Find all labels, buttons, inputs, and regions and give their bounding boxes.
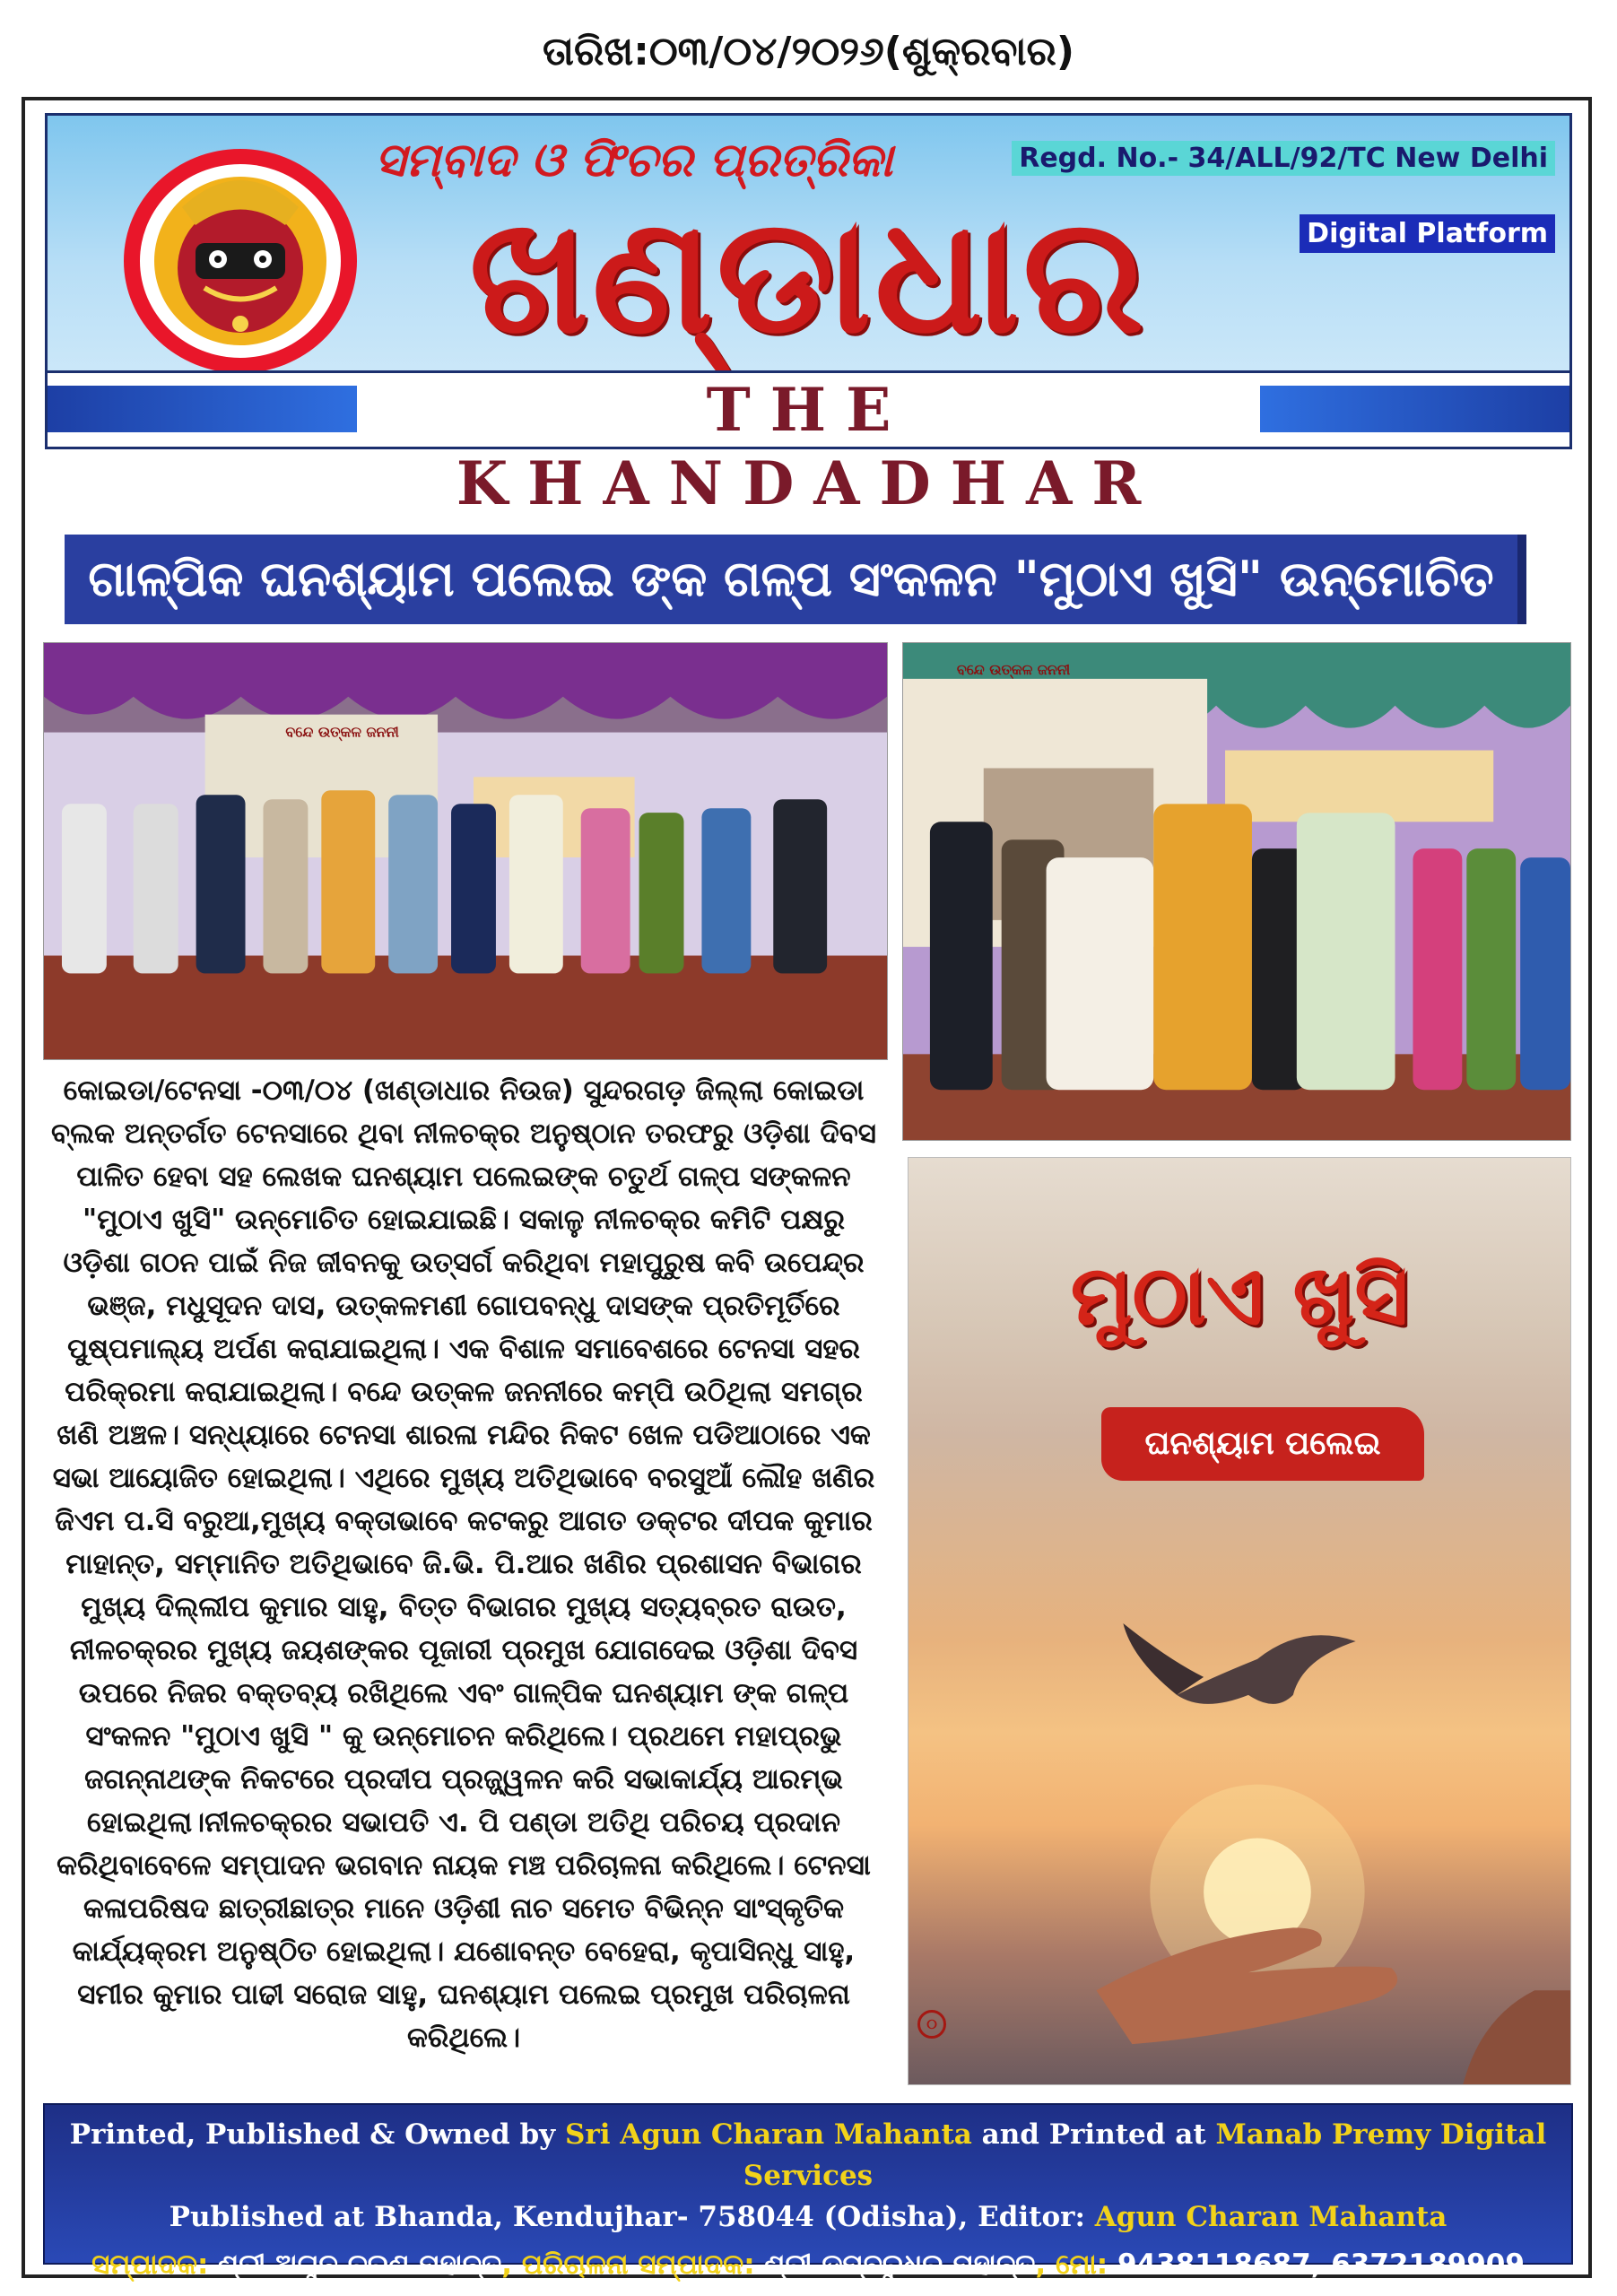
registration-number: Regd. No.- 34/ALL/92/TC New Delhi [1012,141,1555,176]
printer-name: Manab Premy Digital Services [743,2118,1547,2192]
editor-label: ସମ୍ପାଦକ: [91,2248,219,2281]
event-photo-book-release [902,642,1571,1141]
maa-tarini-emblem [119,144,361,378]
english-title-strip [48,370,1569,518]
masthead-title: ଖଣ୍ଡାଧାର [469,183,1148,369]
photo1-banner-text: ବନ୍ଦେ ଉତ୍କଳ ଜନନୀ [285,723,399,741]
english-title: THE KHANDADHAR [456,375,1161,518]
imprint-footer [43,2103,1573,2281]
editor-odia-name: ଶ୍ରୀ ଅଗୁନ ଚରଣ ମହାନ୍ତ [218,2248,502,2281]
imprint-text: Published at Bhanda, Kendujhar- 758044 (Odisha), Editor: [169,2201,1095,2233]
book-spine-number: ୦ [917,2010,946,2039]
imprint-line-2 [45,2196,1571,2238]
photo2-banner-text: ବନ୍ଦେ ଉତ୍କଳ ଜନନୀ [956,660,1071,678]
managing-editor-name: ଶ୍ରୀ ଡମ୍ବରୁଧର ମହାନ୍ତ [764,2248,1036,2281]
managing-editor-label: , ପରିଚାଳନା ସମ୍ପାଦକ: [501,2248,765,2281]
digital-platform-badge: Digital Platform [1300,214,1555,253]
book-cover [908,1157,1571,2085]
imprint-text: Printed, Published & Owned by [69,2118,565,2151]
editor-name: Agun Charan Mahanta [1094,2201,1447,2233]
phone-label: , ମୋ: [1035,2248,1117,2281]
masthead-tagline: ସମ୍ବାଦ ଓ ଫିଚର ପ୍ରତ୍ରିକା [375,134,893,187]
book-title: ମୁଠାଏ ଖୁସି [1070,1248,1409,1344]
masthead [45,113,1572,518]
imprint-line-1 [45,2114,1571,2196]
book-author: ଘନଶ୍ୟାମ ପଲେଇ [1101,1407,1424,1481]
headline: ଗାଳ୍ପିକ ଘନଶ୍ୟାମ ପଲେଇ ଙ୍କ ଗଳ୍ପ ସଂକଳନ "ମୁଠାଏ ଖୁସି" ଉନ୍ମୋଚିତ [65,535,1526,624]
phone-numbers: 9438118687, 6372189909 [1117,2248,1525,2281]
imprint-line-3 [45,2239,1571,2290]
event-photo-group [43,642,888,1060]
title-bar-right [1260,386,1569,432]
title-bar-left [48,386,357,432]
date-line: ତାରିଖ:୦୩/୦୪/୨୦୨୬(ଶୁକ୍ରବାର) [542,29,1074,74]
article-body: କୋଇଡା/ଟେନସା -୦୩/୦୪ (ଖଣ୍ଡାଧାର ନିଉଜ) ସୁନ୍ଦରଗଡ଼ ଜିଲ୍ଲା କୋଇଡା ବ୍ଲକ ଅନ୍ତର୍ଗତ ଟେନସାରେ ଥିବା ନୀଳଚକ୍ର ଅନୁଷ୍ଠାନ ତରଫରୁ ଓଡ଼ିଶା ଦିବସ ପାଳିତ ହେବା ସହ ଲେଖକ ଘନଶ୍ୟାମ ପଲେଇଙ୍କ ଚତୁର୍ଥ ଗଳ୍ପ ସଙ୍କଳନ "ମୁଠାଏ ଖୁସି" ଉନ୍ମୋଚିତ ହୋଇଯାଇଛି। ସକାଳୁ ନୀଳଚକ୍ର କମିଟି ପକ୍ଷରୁ ଓଡ଼ିଶା ଗଠନ ପାଇଁ ନିଜ ଜୀବନକୁ ଉତ୍ସର୍ଗ କରିଥିବା ମହାପୁରୁଷ କବି ଉପେନ୍ଦ୍ର ଭଞ୍ଜ, ମଧୁସୂଦନ ଦାସ, ଉତ୍କଳମଣୀ ଗୋପବନ୍ଧୁ ଦାସଙ୍କ ପ୍ରତିମୂର୍ତିରେ ପୁଷ୍ପମାଲ୍ୟ ଅର୍ପଣ କରାଯାଇଥିଲା। ଏକ ବିଶାଳ ସମାବେଶରେ ଟେନସା ସହର ପରିକ୍ରମା କରାଯାଇଥିଲା। ବନ୍ଦେ ଉତ୍କଳ ଜନନୀରେ କମ୍ପି ଉଠିଥିଲା ସମଗ୍ର ଖଣି ଅଞ୍ଚଳ। ସନ୍ଧ୍ୟାରେ ଟେନସା ଶାରଳା ମନ୍ଦିର ନିକଟ ଖେଳ ପଡିଆଠାରେ ଏକ ସଭା ଆୟୋଜିତ ହୋଇଥିଲା। ଏଥିରେ ମୁଖ୍ୟ ଅତିଥିଭାବେ ବରସୁଆଁ ଲୌହ ଖଣିର ଜିଏମ ପ.ସି ବରୁଆ,ମୁଖ୍ୟ ବକ୍ତାଭାବେ କଟକରୁ ଆଗତ ଡକ୍ଟର ଦୀପକ କୁମାର ମାହାନ୍ତ, ସମ୍ମାନିତ ଅତିଥିଭାବେ ଜି.ଭି. ପି.ଆର ଖଣିର ପ୍ରଶାସନ ବିଭାଗର ମୁଖ୍ୟ ଦିଲ୍ଲୀପ କୁମାର ସାହୁ, ବିତ୍ତ ବିଭାଗର ମୁଖ୍ୟ ସତ୍ୟବ୍ରତ ରାଉତ, ନୀଳଚକ୍ରର ମୁଖ୍ୟ ଜୟଶଙ୍କର ପୂଜାରୀ ପ୍ରମୁଖ ଯୋଗଦେଇ ଓଡ଼ିଶା ଦିବସ ଉପରେ ନିଜର ବକ୍ତବ୍ୟ ରଖିଥିଲେ ଏବଂ ଗାଳ୍ପିକ ଘନଶ୍ୟାମ ଙ୍କ ଗଳ୍ପ ସଂକଳନ "ମୁଠାଏ ଖୁସି " କୁ ଉନ୍ମୋଚନ କରିଥିଲେ। ପ୍ରଥମେ ମହାପ୍ରଭୁ ଜଗନ୍ନାଥଙ୍କ ନିକଟରେ ପ୍ରଦୀପ ପ୍ରଜ୍ଜ୍ୱଳନ କରି ସଭାକାର୍ଯ୍ୟ ଆରମ୍ଭ ହୋଇଥିଲା।ନୀଳଚକ୍ରର ସଭାପତି ଏ. ପି ପଣ୍ଡା ଅତିଥି ପରିଚୟ ପ୍ରଦାନ କରିଥିବାବେଳେ ସମ୍ପାଦନ ଭଗବାନ ନାୟକ ମଞ୍ଚ ପରିଚାଳନା କରିଥିଲେ। ଟେନସା କଳାପରିଷଦ ଛାତ୍ରୀଛାତ୍ର ମାନେ ଓଡ଼ିଶୀ ନାଚ ସମେତ ବିଭିନ୍ନ ସାଂସ୍କୃତିକ କାର୍ଯ୍ୟକ୍ରମ ଅନୁଷ୍ଠିତ ହୋଇଥିଲା। ଯଶୋବନ୍ତ ବେହେରା, କୃପାସିନ୍ଧୁ ସାହୁ, ସମୀର କୁମାର ପାଢୀ ସରୋଜ ସାହୁ, ଘନଶ୍ୟାମ ପଲେଇ ପ୍ରମୁଖ ପରିଚାଳନା କରିଥିଲେ। [50,1074,877,2054]
owner-name: Sri Agun Charan Mahanta [564,2118,972,2151]
imprint-text: and Printed at [971,2118,1216,2151]
